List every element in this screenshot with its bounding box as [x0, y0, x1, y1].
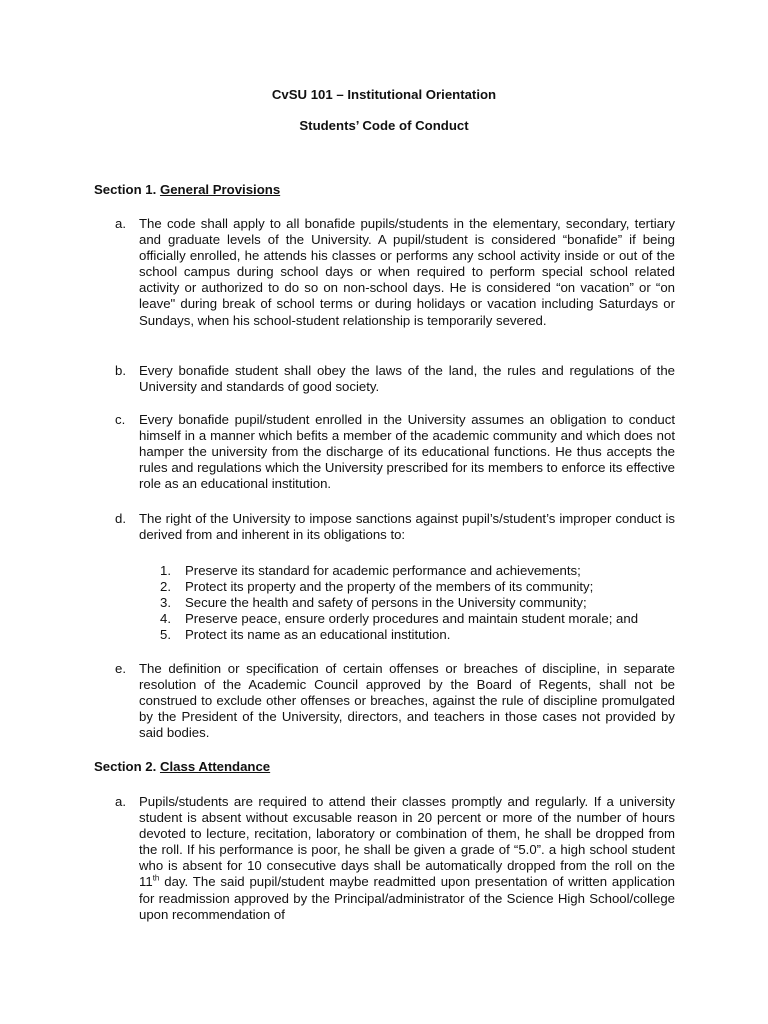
list-number: 3.: [160, 595, 171, 611]
section-2-name: Class Attendance: [159, 759, 271, 774]
item-marker: a.: [115, 794, 126, 809]
list-number: 1.: [160, 563, 171, 578]
list-text: Preserve peace, ensure orderly procedures and maintain student morale; and: [185, 611, 639, 627]
list-item: [160, 627, 680, 643]
obligations-list: [160, 563, 680, 643]
list-number: 5.: [160, 627, 171, 643]
item-marker: e.: [115, 661, 126, 676]
item-marker: d.: [115, 511, 126, 526]
list-item: [160, 611, 680, 627]
section-1-prefix: Section 1.: [94, 182, 157, 197]
course-title: CvSU 101 – Institutional Orientation: [271, 87, 497, 102]
item-text: [139, 794, 675, 923]
list-item: [160, 563, 680, 579]
item-marker: c.: [115, 412, 126, 427]
list-item: [160, 595, 680, 611]
item-text: The right of the University to impose sanctions against pupil’s/student’s improper conduct is derived from and inherent in its obligations to:: [139, 511, 675, 543]
ordinal-suffix: th: [152, 874, 160, 884]
list-text: Protect its property and the property of the members of its community;: [185, 579, 594, 595]
section-2-heading: [94, 759, 270, 775]
section-1-heading: [94, 182, 280, 198]
item-text: Every bonafide student shall obey the laws of the land, the rules and regulations of the University and standards of good society.: [139, 363, 675, 395]
item-marker: a.: [115, 216, 126, 231]
list-number: 4.: [160, 611, 171, 627]
section-1-item-d: [115, 511, 675, 543]
section-1-item-c: [115, 412, 675, 492]
list-item: [160, 579, 680, 595]
item-text-start: Pupils/students are required to attend their classes promptly and regularly. If a university student is absent without excusable reason in 20 percent or more of the number of hours devoted to lecture, recitation, laboratory or combination of them, he shall be dropped from the roll. If his performance is poor, he shall be given a grade of “5.0”. a high school student who is absent for 10 consecutive days shall be automatically dropped from the roll on the 11: [139, 794, 675, 890]
document-title: Students’ Code of Conduct: [299, 118, 469, 133]
item-text: The definition or specification of certain offenses or breaches of discipline, in separate resolution of the Academic Council approved by the Board of Regents, shall not be construed to exclude other offenses or breaches, against the rule of discipline promulgated by the President of the University, directors, and teachers in those cases not provided by said bodies.: [139, 661, 675, 741]
section-1-item-a: [115, 216, 675, 329]
list-text: Secure the health and safety of persons in the University community;: [185, 595, 587, 611]
section-1-item-e: [115, 661, 675, 741]
item-text-end: day. The said pupil/student maybe readmitted upon presentation of written application for readmission approved by the Principal/administrator of the Science High School/college upon recommendation of: [139, 874, 675, 922]
item-marker: b.: [115, 363, 126, 378]
list-number: 2.: [160, 579, 171, 595]
section-1-name: General Provisions: [159, 182, 281, 197]
section-2-prefix: Section 2.: [94, 759, 157, 774]
section-1-item-b: [115, 363, 675, 395]
item-text: Every bonafide pupil/student enrolled in the University assumes an obligation to conduct himself in a manner which befits a member of the academic community and which does not hamper the university from the discharge of its educational functions. He thus accepts the rules and regulations which the University prescribed for its members to enforce its effective role as an educational institution.: [139, 412, 675, 492]
list-text: Preserve its standard for academic performance and achievements;: [185, 563, 581, 578]
list-text: Protect its name as an educational institution.: [185, 627, 451, 643]
section-2-item-a: [115, 794, 675, 923]
item-text: The code shall apply to all bonafide pupils/students in the elementary, secondary, tertiary and graduate levels of the University. A pupil/student is considered “bonafide” if being officially enrolled, he attends his classes or performs any school activity inside or out of the school campus during school days or when required to perform special school related activity or authorized to do so on non-school days. He is considered “on vacation” or “on leave" during break of school terms or during holidays or vacation including Saturdays or Sundays, when his school-student relationship is temporarily severed.: [139, 216, 675, 328]
